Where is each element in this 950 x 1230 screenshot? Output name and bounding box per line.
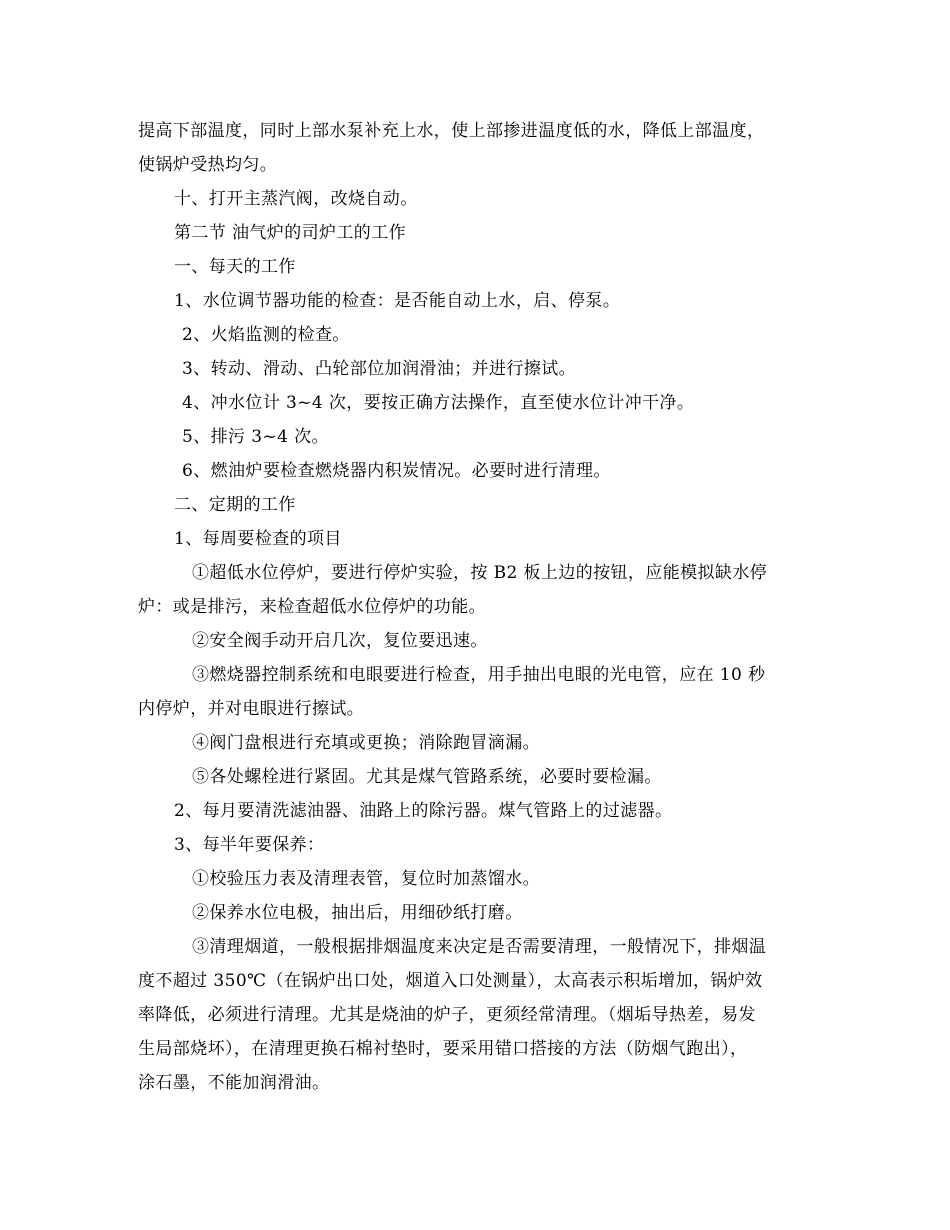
weekly-point-2: ②安全阀手动开启几次，复位要迅速。: [192, 631, 488, 651]
weekly-point-3-cont: 内停炉，并对电眼进行擦试。: [138, 699, 365, 719]
daily-item-1: 1、水位调节器功能的检查：是否能自动上水，启、停泵。: [174, 291, 621, 311]
semiannual-point-3-cont: 率降低，必须进行清理。尤其是烧油的炉子，更须经常清理。（烟垢导热差，易发: [138, 1005, 756, 1025]
periodic-item-weekly: 1、每周要检查的项目: [174, 529, 342, 549]
semiannual-point-2: ②保养水位电极，抽出后，用细砂纸打磨。: [192, 903, 523, 923]
weekly-point-3: ③燃烧器控制系统和电眼要进行检查，用手抽出电眼的光电管，应在 10 秒: [192, 665, 766, 685]
weekly-point-4: ④阀门盘根进行充填或更换；消除跑冒滴漏。: [192, 733, 540, 753]
daily-item-2: 2、火焰监测的检查。: [182, 325, 350, 345]
semiannual-point-1: ①校验压力表及清理表管，复位时加蒸馏水。: [192, 869, 540, 889]
weekly-point-1: ①超低水位停炉，要进行停炉实验，按 B2 板上边的按钮，应能模拟缺水停: [192, 563, 768, 583]
paragraph-line: 提高下部温度，同时上部水泵补充上水，使上部掺进温度低的水，降低上部温度，: [138, 121, 765, 141]
subsection-heading-periodic: 二、定期的工作: [174, 495, 296, 515]
semiannual-point-3-cont: 生局部烧坏），在清理更换石棉衬垫时，要采用错口搭接的方法（防烟气跑出），: [138, 1039, 748, 1059]
weekly-point-5: ⑤各处螺栓进行紧固。尤其是煤气管路系统，必要时要检漏。: [192, 767, 662, 787]
semiannual-point-3: ③清理烟道，一般根据排烟温度来决定是否需要清理，一般情况下，排烟温: [192, 937, 767, 957]
daily-item-3: 3、转动、滑动、凸轮部位加润滑油；并进行擦试。: [182, 359, 577, 379]
step-ten-line: 十、打开主蒸汽阀，改烧自动。: [174, 189, 418, 209]
paragraph-line: 使锅炉受热均匀。: [138, 155, 278, 175]
daily-item-5: 5、排污 3~4 次。: [182, 427, 329, 447]
document-body: [138, 114, 814, 1100]
periodic-item-semiannual: 3、每半年要保养：: [174, 835, 325, 855]
subsection-heading-daily: 一、每天的工作: [174, 257, 296, 277]
section-heading: 第二节 油气炉的司炉工的工作: [174, 223, 407, 243]
daily-item-6: 6、燃油炉要检查燃烧器内积炭情况。必要时进行清理。: [182, 461, 611, 481]
periodic-item-monthly: 2、每月要清洗滤油器、油路上的除污器。煤气管路上的过滤器。: [174, 801, 673, 821]
daily-item-4: 4、冲水位计 3~4 次，要按正确方法操作，直至使水位计冲干净。: [182, 393, 695, 413]
semiannual-point-3-cont: 涂石墨，不能加润滑油。: [138, 1073, 330, 1093]
semiannual-point-3-cont: 度不超过 350℃（在锅炉出口处，烟道入口处测量），太高表示积垢增加，锅炉效: [138, 971, 763, 991]
weekly-point-1-cont: 炉：或是排污，来检查超低水位停炉的功能。: [138, 597, 486, 617]
